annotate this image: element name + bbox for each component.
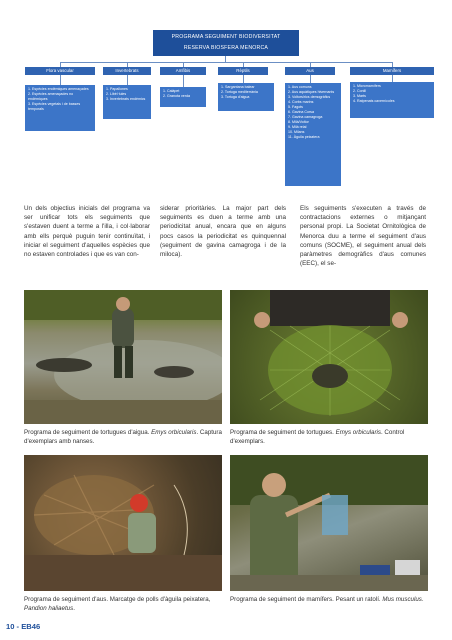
caption-text: Programa de seguiment de tortugues. [230,429,336,436]
leaf-item: 11. Àguila peixatera [288,135,320,139]
category-reptils: Rèptils [218,67,268,75]
caption-species: Pandion haliaetus [24,605,74,612]
leaf-item: 1. Sargantana balear [221,85,255,89]
category-invertebrats: Invertebrats [103,67,151,75]
caption-text: Programa de seguiment de mamífers. Pesant un ratolí. [230,596,383,603]
connector [60,75,61,85]
connector [127,75,128,85]
caption-text: Programa de seguiment d'aus. Marcatge de polls d'àguila peixatera, [24,596,211,603]
category-aus: Aus [285,67,335,75]
photo-mouse-weighing-illustration [230,455,428,591]
connector [243,75,244,83]
leaf-item: 2. Aus aquàtiques hivernants [288,90,335,94]
leaf-flora [25,85,95,131]
leaf-item: 3. Invertebrats endèmics [106,97,146,101]
leaf-item: 3. Espècies vegetals i de basses temporals [28,102,81,111]
caption-photo-1 [24,428,224,446]
photo-osprey-nest [24,455,222,591]
photo-turtle-control-illustration [230,290,428,424]
photo-turtle-trapping-illustration [24,290,222,424]
leaf-item: 2. Conill [353,89,366,93]
leaf-item: 3. Tortuga d'aigua [221,95,250,99]
caption-photo-4 [230,595,440,604]
leaf-item: 3. Voltors/rics demogràfics [288,95,331,99]
body-text-column-2: siderar prioritàries. La major part dels seguiments es duen a terme amb una periodicitat anual, encara que en alguns pocs casos la periodicitat es quinquennal (seguiment de gavina camagroga i de la miloca). [160,205,286,259]
photo-mouse-weighing [230,455,428,591]
photo-osprey-nest-illustration [24,455,222,591]
caption-text: . Control d'exemplars. [230,429,405,445]
caption-photo-2 [230,428,430,446]
caption-text: Programa de seguiment de tortugues d'aigua. [24,429,152,436]
photo-turtle-control [230,290,428,424]
org-chart [0,0,452,195]
leaf-item: 1. Espècies endèmiques amenaçades [28,87,89,91]
leaf-item: 2. Granota verda [163,94,190,98]
category-mamifers: Mamífers [350,67,434,75]
caption-species: Emys orbicularis [335,429,381,436]
photo-turtle-trapping [24,290,222,424]
leaf-item: 1. Micromamífers [353,84,381,88]
connector [392,75,393,82]
chart-root-box [153,30,299,56]
leaf-item: 2. Libèl·lules [106,92,127,96]
caption-species: Mus musculus [382,596,422,603]
leaf-item: 9. Milà reial [288,125,307,129]
leaf-item: 1. Calàpet [163,89,180,93]
caption-text: . Captura d'exemplars amb nanses. [24,429,222,445]
leaf-item: 1. Aus comuns [288,85,312,89]
caption-photo-3 [24,595,224,613]
leaf-item: 7. Gavina camagroga [288,115,323,119]
category-amfibis: Amfibis [160,67,206,75]
body-text-column-3: Els seguiments s'executen a través de contractacions externes o mitjançant personal propi. La Societat Ornitològica de Menorca duu a terme el seguiment d'aus comuns (SOCME), el seguiment anual dels paràmetres demogràfics d'aus comunes (EEC), el se- [300,205,426,268]
leaf-item: 4. Corbs marins [288,100,314,104]
leaf-item: 2. Tortuga mediterrània [221,90,258,94]
connector [183,75,184,87]
leaf-invertebrats [103,85,151,119]
chart-root-line1: PROGRAMA SEGUIMENT BIODIVERSITAT [171,34,281,40]
body-text-column-1: Un dels objectius inicials del programa va ser unificar tots els seguiments que s'estaven duent a terme a l'illa, i col·laborar amb ells perquè puguin tenir continuïtat, i iniciar el seguiment d'aquelles espècies que no estaven controlades i que es van con- [24,205,150,259]
connector [310,75,311,83]
leaf-amfibis [160,87,206,107]
chart-root-line2: RESERVA BIOSFERA MENORCA [183,45,269,51]
leaf-item: 1. Papallones [106,87,128,91]
leaf-item: 10. Milans [288,130,305,134]
leaf-item: 5. Fagots [288,105,303,109]
leaf-item: 4. Ratpenats cavernícoles [353,99,395,103]
connector [60,62,392,63]
leaf-item: 3. Marts [353,94,366,98]
caption-species: Emys orbicularis [151,429,197,436]
leaf-item: 6. Gavina Corsa [288,110,314,114]
category-flora: Flora vascular [25,67,95,75]
caption-text: . [421,596,424,603]
page-number: 10 - EB46 [6,622,41,631]
caption-text: . [73,605,75,612]
leaf-item: 2. Espècies amenaçades no endèmiques [28,92,74,101]
leaf-item: 8. Milà/Voltor [288,120,309,124]
leaf-mamifers [350,82,434,118]
leaf-aus [285,83,341,186]
leaf-reptils [218,83,274,111]
